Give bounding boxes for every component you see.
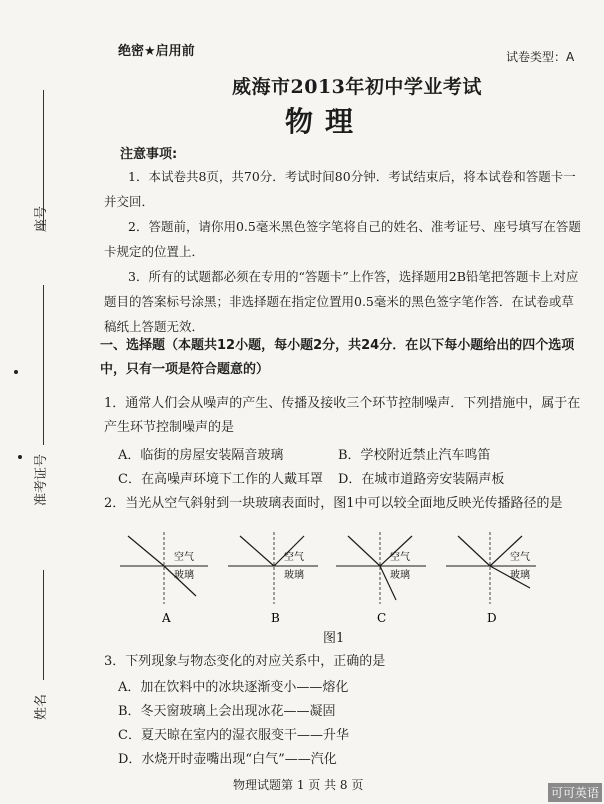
exam-id-label: 准考证号: [34, 453, 49, 506]
diagram-d: [446, 532, 536, 625]
q3-option-c: C．夏天晾在室内的湿衣服变干——升华: [118, 728, 349, 743]
diagram-a: [120, 532, 208, 625]
q3-option-b: B．冬天窗玻璃上会出现冰花——凝固: [118, 704, 336, 719]
diagram-d-air-label: 空气: [510, 552, 530, 563]
diagram-d-letter: D: [487, 611, 497, 625]
diagram-c-letter: C: [377, 611, 387, 625]
page-footer: 物理试题第 1 页 共 8 页: [233, 778, 364, 792]
exam-id-underline: [43, 285, 44, 445]
confidential-mark: 绝密★启用前: [118, 44, 195, 59]
exam-title: 威海市2013年初中学业考试: [232, 76, 482, 98]
section-heading: 一、选择题（本题共12小题，每小题2分，共24分．在以下每小题给出的四个选项中，只有一项是符合题意的）: [100, 338, 575, 377]
q1-option-d: D．在城市道路旁安装隔声板: [338, 472, 505, 487]
diagram-b-glass-label: 玻璃: [284, 570, 304, 581]
figure-caption: 图1: [323, 631, 345, 646]
seat-label: 座号: [34, 205, 49, 232]
q1-option-a: A．临街的房屋安装隔音玻璃: [118, 448, 284, 463]
subject-title: 物理: [285, 105, 366, 138]
diagram-c-glass-label: 玻璃: [390, 570, 410, 581]
notice-heading: 注意事项:: [120, 147, 178, 162]
q3-option-d: D．水烧开时壶嘴出现“白气”——汽化: [118, 752, 337, 767]
paper-type: 试卷类型：A: [506, 50, 575, 64]
margin-dot: [14, 370, 18, 374]
notice-item-2: 2．答题前，请你用0.5毫米黑色签字笔将自己的姓名、准考证号、座号填写在答题卡规定的位置上．: [104, 219, 581, 259]
notice-item-1: 1．本试卷共8页，共70分．考试时间80分钟．考试结束后，将本试卷和答题卡一并交回．: [104, 169, 576, 209]
diagram-b: [228, 532, 318, 625]
diagram-b-letter: B: [271, 611, 280, 625]
diagram-d-glass-label: 玻璃: [510, 570, 530, 581]
light-refraction-diagrams: [112, 522, 552, 642]
diagram-b-air-label: 空气: [284, 552, 304, 563]
watermark: 可可英语: [548, 783, 602, 802]
diagram-a-letter: A: [162, 611, 171, 625]
q1-option-b: B．学校附近禁止汽车鸣笛: [338, 448, 491, 463]
question-2-stem: 2．当光从空气斜射到一块玻璃表面时，图1中可以较全面地反映光传播路径的是: [104, 496, 563, 511]
margin-dot: [18, 455, 22, 459]
name-label: 姓名: [34, 693, 49, 720]
notice-item-3: 3．所有的试题都必须在专用的“答题卡”上作答，选择题用2B铅笔把答题卡上对应题目的答案标号涂黑；非选择题在指定位置用0.5毫米的黑色签字笔作答．在试卷或草稿纸上答题无效．: [104, 269, 579, 334]
q1-option-c: C．在高噪声环境下工作的人戴耳罩: [118, 472, 323, 487]
diagram-c: [336, 532, 426, 625]
diagram-c-air-label: 空气: [390, 552, 410, 563]
diagram-a-air-label: 空气: [174, 552, 194, 563]
name-underline: [43, 570, 44, 680]
question-3-stem: 3．下列现象与物态变化的对应关系中，正确的是: [104, 654, 386, 669]
diagram-a-glass-label: 玻璃: [174, 570, 194, 581]
question-1-stem: 1．通常人们会从噪声的产生、传播及接收三个环节控制噪声．下列措施中，属于在产生环节控制噪声的是: [104, 396, 581, 435]
q3-option-a: A．加在饮料中的冰块逐渐变小——熔化: [118, 680, 349, 695]
